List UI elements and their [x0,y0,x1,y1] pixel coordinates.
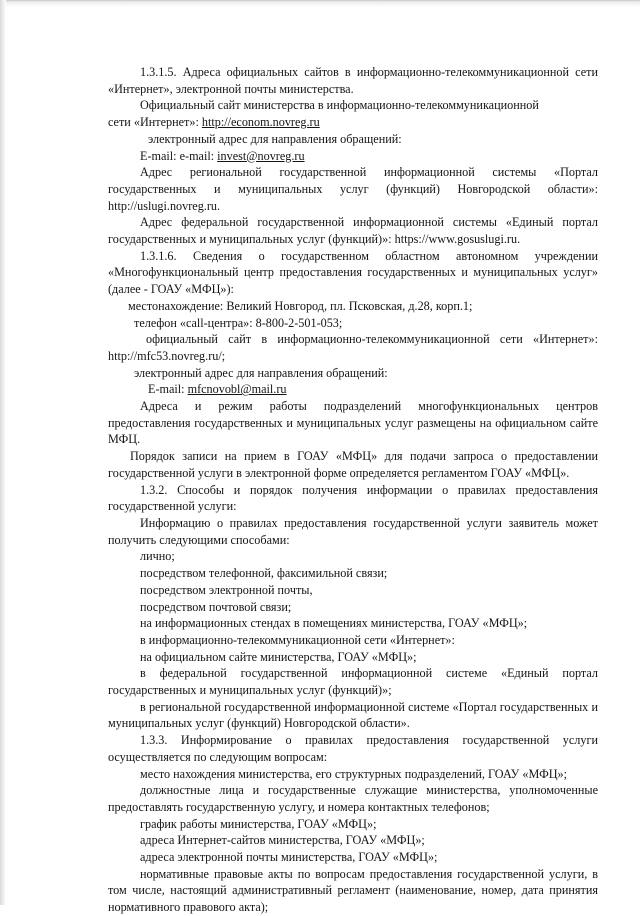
ministry-email-line [108,148,598,165]
method-stands: на информационных стендах в помещениях министерства, ГОАУ «МФЦ»; [140,616,528,631]
official-site-link[interactable]: http://econom.novreg.ru [201,115,320,130]
topic-officials: должностные лица и государственные служащие министерства, уполномоченные предоставлять государственную услугу, и номера контактных телефонов; [108,783,598,814]
mfc-phone: телефон «call-центра»: 8-800-2-501-053; [134,315,343,330]
email-heading: электронный адрес для направления обращений: [148,131,402,146]
method-email: посредством электронной почты, [140,582,313,597]
topic-schedule: график работы министерства, ГОАУ «МФЦ»; [140,816,377,831]
paragraph-1-3-3: 1.3.3. Информирование о правилах предоставления государственной услуги осуществляется по следующим вопросам: [108,733,598,764]
regional-portal-paragraph: Адрес региональной государственной информационной системы «Портал государственных и муниципальных услуг (функций) Новгородской области»: http://uslugi.novreg.ru. [108,165,598,213]
mfc-email-link[interactable]: mfcnovobl@mail.ru [187,382,287,397]
mfc-location: местонахождение: Великий Новгород, пл. Псковская, д.28, корп.1; [128,298,473,313]
method-official-site: на официальном сайте министерства, ГОАУ «МФЦ»; [140,649,417,664]
mfc-site: официальный сайт в информационно-телекоммуникационной сети «Интернет»: http://mfc53.novreg.ru/; [108,332,598,363]
mfc-email-heading: электронный адрес для направления обращений: [134,365,388,380]
ministry-email-link[interactable]: invest@novreg.ru [217,148,305,163]
method-internet: в информационно-телекоммуникационной сети «Интернет»: [140,632,455,647]
ministry-email-prefix: E-mail: e-mail: [140,148,218,163]
appointment-paragraph: Порядок записи на прием в ГОАУ «МФЦ» для подачи запроса о предоставлении государственной услуги в электронной форме определяется регламентом ГОАУ «МФЦ». [108,449,598,480]
paragraph-1-3-1-6: 1.3.1.6. Сведения о государственном областном автономном учреждении «Многофункциональный центр предоставления государственных и муниципальных услуг» (далее - ГОАУ «МФЦ»): [108,248,598,297]
method-federal-portal: в федеральной государственной информационной системе «Единый портал государственных и муниципальных услуг (функций)»; [108,666,598,698]
mfc-offices-paragraph: Адреса и режим работы подразделений многофункциональных центров предоставления государственных и муниципальных услуг размещены на официальном сайте МФЦ. [108,399,598,447]
document-page [108,64,598,916]
topic-websites: адреса Интернет-сайтов министерства, ГОАУ «МФЦ»; [140,833,425,848]
scan-top-edge [0,0,640,7]
topic-location: место нахождения министерства, его структурных подразделений, ГОАУ «МФЦ»; [140,766,568,781]
mfc-email-prefix: E-mail: [148,382,188,397]
method-regional-portal: в региональной государственной информационной системе «Портал государственных и муниципальных услуг (функций) Новгородской области». [108,699,598,731]
method-in-person: лично; [140,549,175,564]
paragraph-1-3-1-5: 1.3.1.5. Адреса официальных сайтов в информационно-телекоммуникационной сети «Интернет», электронной почты министерства. [108,65,598,96]
official-site-url-line [108,114,598,131]
scan-left-edge [0,0,6,905]
info-methods-paragraph: Информацию о правилах предоставления государственной услуги заявитель может получить следующими способами: [108,515,598,547]
federal-portal-paragraph: Адрес федеральной государственной информационной системы «Единый портал государственных и муниципальных услуг (функций)»: https://www.gosuslugi.ru. [108,215,598,247]
method-phone-fax: посредством телефонной, факсимильной связи; [140,566,388,581]
topic-legal-acts: нормативные правовые акты по вопросам предоставления государственной услуги, в том числе, настоящий административный регламент (наименование, номер, дата принятия нормативного правового акта); [108,866,598,915]
paragraph-1-3-2: 1.3.2. Способы и порядок получения информации о правилах предоставления государственной услуги: [108,482,598,514]
official-site-prefix: сети «Интернет»: [108,115,202,130]
topic-emails: адреса электронной почты министерства, ГОАУ «МФЦ»; [140,850,438,865]
mfc-email-line [108,381,598,398]
method-post: посредством почтовой связи; [140,599,292,614]
official-site-line: Официальный сайт министерства в информационно-телекоммуникационной [140,98,539,113]
